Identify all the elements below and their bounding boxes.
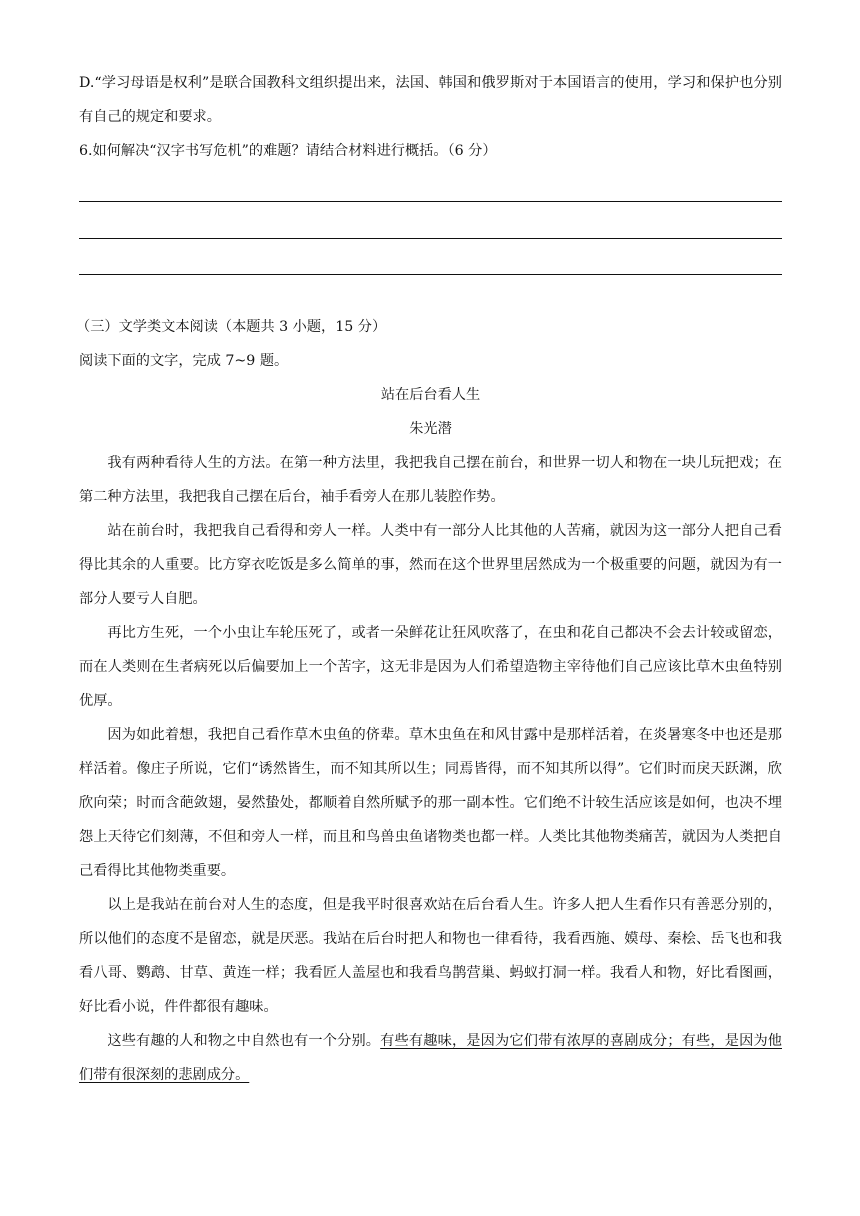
article-author: 朱光潜 [409, 421, 452, 437]
article-paragraph-4: 因为如此着想，我把自己看作草木虫鱼的侪辈。草木虫鱼在和风甘露中是那样活着，在炎暑寒冬中也还是那样活着。像庄子所说，它们“诱然皆生，而不知其所以生；同焉皆得，而不知其所以得”。它们时而戾天跃渊，欣欣向荣；时而含葩敛翅，晏然蛰处，都顺着自然所赋予的那一副本性。它们绝不计较生活应该是如何，也决不埋怨上天待它们刻薄，不但和旁人一样，而且和鸟兽虫鱼诸物类也都一样。人类比其他物类痛苦，就因为人类把自己看得比其他物类重要。 [79, 727, 782, 879]
paragraph-6-plain-text: 这些有趣的人和物之中自然也有一个分别。 [107, 1033, 381, 1049]
article-paragraph-2: 站在前台时，我把我自己看得和旁人一样。人类中有一部分人比其他的人苦痛，就因为这一部分人把自己看得比其余的人重要。比方穿衣吃饭是多么简单的事，然而在这个世界里居然成为一个极重要的问题，就因为有一部分人要亏人自肥。 [79, 523, 782, 607]
article-paragraph-5: 以上是我站在前台对人生的态度，但是我平时很喜欢站在后台看人生。许多人把人生看作只有善恶分别的，所以他们的态度不是留恋，就是厌恶。我站在后台时把人和物也一律看待，我看西施、嫫母、秦桧、岳飞也和我看八哥、鹦鹉、甘草、黄连一样；我看匠人盖屋也和我看鸟鹊营巢、蚂蚁打洞一样。我看人和物，好比看图画，好比看小说，件件都很有趣味。 [79, 897, 782, 1015]
option-d: D.“学习母语是权利”是联合国教科文组织提出来，法国、韩国和俄罗斯对于本国语言的使用，学习和保护也分别有自己的规定和要求。 [79, 75, 782, 125]
answer-line-3 [79, 274, 782, 275]
answer-line-1 [79, 201, 782, 202]
article-paragraph-3: 再比方生死，一个小虫让车轮压死了，或者一朵鲜花让狂风吹落了，在虫和花自己都决不会去计较或留恋，而在人类则在生者病死以后偏要加上一个苦字，这无非是因为人们希望造物主宰待他们自己应该比草木虫鱼特别优厚。 [79, 625, 782, 709]
reading-instruction: 阅读下面的文字，完成 7~9 题。 [79, 353, 289, 369]
section-heading: （三）文学类文本阅读（本题共 3 小题，15 分） [76, 319, 387, 335]
article-paragraph-6 [79, 1024, 782, 1092]
question-6: 6.如何解决“汉字书写危机”的难题？请结合材料进行概括。（6 分） [79, 143, 497, 159]
article-title: 站在后台看人生 [380, 387, 481, 403]
answer-line-2 [79, 238, 782, 239]
article-paragraph-1: 我有两种看待人生的方法。在第一种方法里，我把我自己摆在前台，和世界一切人和物在一块儿玩把戏；在第二种方法里，我把我自己摆在后台，袖手看旁人在那儿装腔作势。 [79, 455, 782, 505]
paragraph-6-underlined-text: 有些有趣味，是因为它们带有浓厚的喜剧成分；有些，是因为他们带有很深刻的悲剧成分。 [79, 1033, 782, 1083]
